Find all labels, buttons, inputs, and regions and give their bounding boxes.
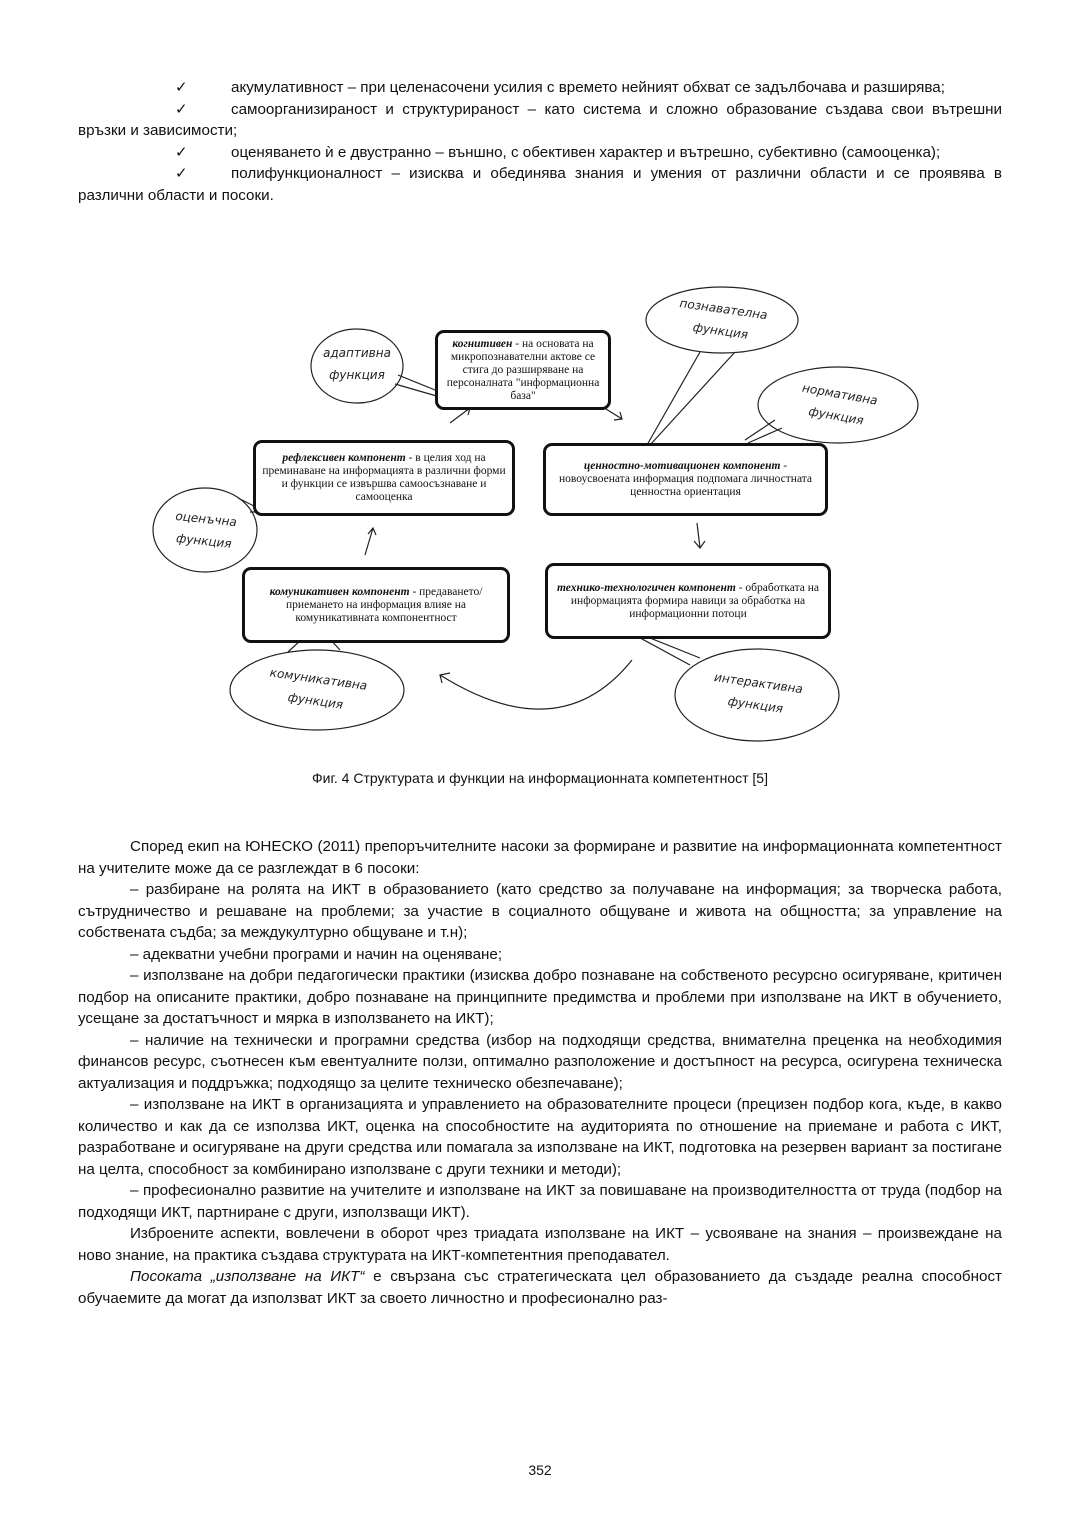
adaptive-function-label: адаптивна функция bbox=[323, 346, 391, 382]
bullet-item: ✓ оценяването ѝ е двустранно – външно, с обективен характер и вътрешно, субективно (самооценка); bbox=[78, 142, 1002, 164]
bullet-item: ✓ акумулативност – при целенасочени усилия с времето нейният обхват се задълбочава и разширява; bbox=[78, 77, 1002, 99]
checkmark-icon: ✓ bbox=[175, 79, 188, 96]
cognitive-component-box: когнитивен - на основата на микропознавателни актове се стига до разширяване на персоналната "информационна база" bbox=[435, 330, 611, 410]
checkmark-icon: ✓ bbox=[175, 100, 188, 118]
body-text bbox=[78, 836, 1002, 1309]
arrow-reflexive-to-cognitive bbox=[450, 408, 470, 423]
paragraph: – професионално развитие на учителите и използване на ИКТ за повишаване на производителността от труда (подбор на подходящи ИКТ, партниране с други, използващи ИКТ). bbox=[78, 1182, 1002, 1221]
bullet-item: ✓ самоорганизираност и структурираност – като система и сложно образование създава свои вътрешни връзки и зависимости; bbox=[78, 100, 1002, 139]
evaluative-function-label: оценъчна функция bbox=[174, 508, 238, 551]
figure-caption: Фиг. 4 Структурата и функции на информационната компетентност [5] bbox=[312, 770, 768, 786]
arrow-value-to-technical bbox=[694, 523, 705, 548]
arrow-communicative-to-reflexive bbox=[365, 528, 376, 555]
value-motivational-component-box: ценностно-мотивационен компонент - новоусвоената информация подпомага личностната ценностна ориентация bbox=[543, 443, 828, 516]
cognitive-function-label: познавателна функция bbox=[678, 296, 769, 342]
paragraph: Изброените аспекти, вовлечени в оборот чрез триадата използване на ИКТ – усвояване на знания – произвеждане на ново знание, на практика създава структурата на ИКТ-компетентния преподавател. bbox=[78, 1225, 1002, 1264]
paragraph: – разбиране на ролята на ИКТ в образованието (като средство за получаване на информация; за творческа работа, сътрудничество и решаване на проблеми; за участие в социалното общуване и живота на общността; за управление на собствената съдба; за междукултурно общуване и т.н); bbox=[78, 881, 1002, 941]
communicative-function-label: комуникативна функция bbox=[269, 665, 369, 712]
normative-function-label: нормативна функция bbox=[801, 380, 879, 428]
interactive-function-label: интерактивна функция bbox=[713, 669, 804, 716]
paragraph: Посоката „използване на ИКТ“ е свързана със стратегическата цел образованието да създаде реална способност обучаемите да могат да използват ИКТ за своето личностно и професионално раз- bbox=[78, 1268, 1002, 1307]
paragraph: Според екип на ЮНЕСКО (2011) препоръчителните насоки за формиране и развитие на информационната компетентност на учителите може да се разглеждат в 6 посоки: bbox=[78, 838, 1002, 877]
bullet-list bbox=[78, 77, 1002, 206]
technical-component-box: технико-технологичен компонент - обработката на информацията формира навици за обработка на информационни потоци bbox=[545, 563, 831, 639]
competence-diagram bbox=[0, 280, 1080, 760]
reflexive-component-box: рефлексивен компонент - в целия ход на преминаване на информацията в различни форми и функции се извършва самоосъзнаване и самооценка bbox=[253, 440, 515, 516]
checkmark-icon: ✓ bbox=[175, 143, 188, 161]
paragraph: – адекватни учебни програми и начин на оценяване; bbox=[130, 945, 503, 963]
arrow-technical-to-communicative bbox=[440, 660, 632, 709]
bullet-item: ✓ полифункционалност – изисква и обединява знания и умения от различни области и се проявява в различни области и посоки. bbox=[78, 165, 1002, 204]
communicative-component-box: комуникативен компонент - предаването/приемането на информация влияе на комуникативната компонентност bbox=[242, 567, 510, 643]
paragraph: – използване на ИКТ в организацията и управлението на образователните процеси (прецизен подбор кога, къде, в какво количество и как да се използва ИКТ, оценка на способностите на аудиторията по отношение на приемане и работа с ИКТ, разработване и осигуряване на други средства или помагала за използване на ИКТ, подготовка на резервен вариант за постигане на целта, способност за комбинирано използване с други техники и методи); bbox=[78, 1096, 1002, 1178]
paragraph: – използване на добри педагогически практики (изисква добро познаване на собственото ресурсно осигуряване, критичен подбор на описаните практики, добро познаване на принципните предимства и проблеми при използване на ИКТ в обучението, усещане за достатъчност и мярка в използването на ИКТ); bbox=[78, 967, 1002, 1027]
checkmark-icon: ✓ bbox=[175, 165, 188, 182]
paragraph: – наличие на технически и програмни средства (избор на подходящи средства, внимателна преценка на необходимия финансов ресурс, съотнесен към евентуалните ползи, оптимално разположение и достъпност на ресурса, осигурена техническа актуализация и поддръжка; подходящо за целите техническо обезпечаване); bbox=[78, 1031, 1002, 1092]
page-number: 352 bbox=[528, 1462, 552, 1478]
